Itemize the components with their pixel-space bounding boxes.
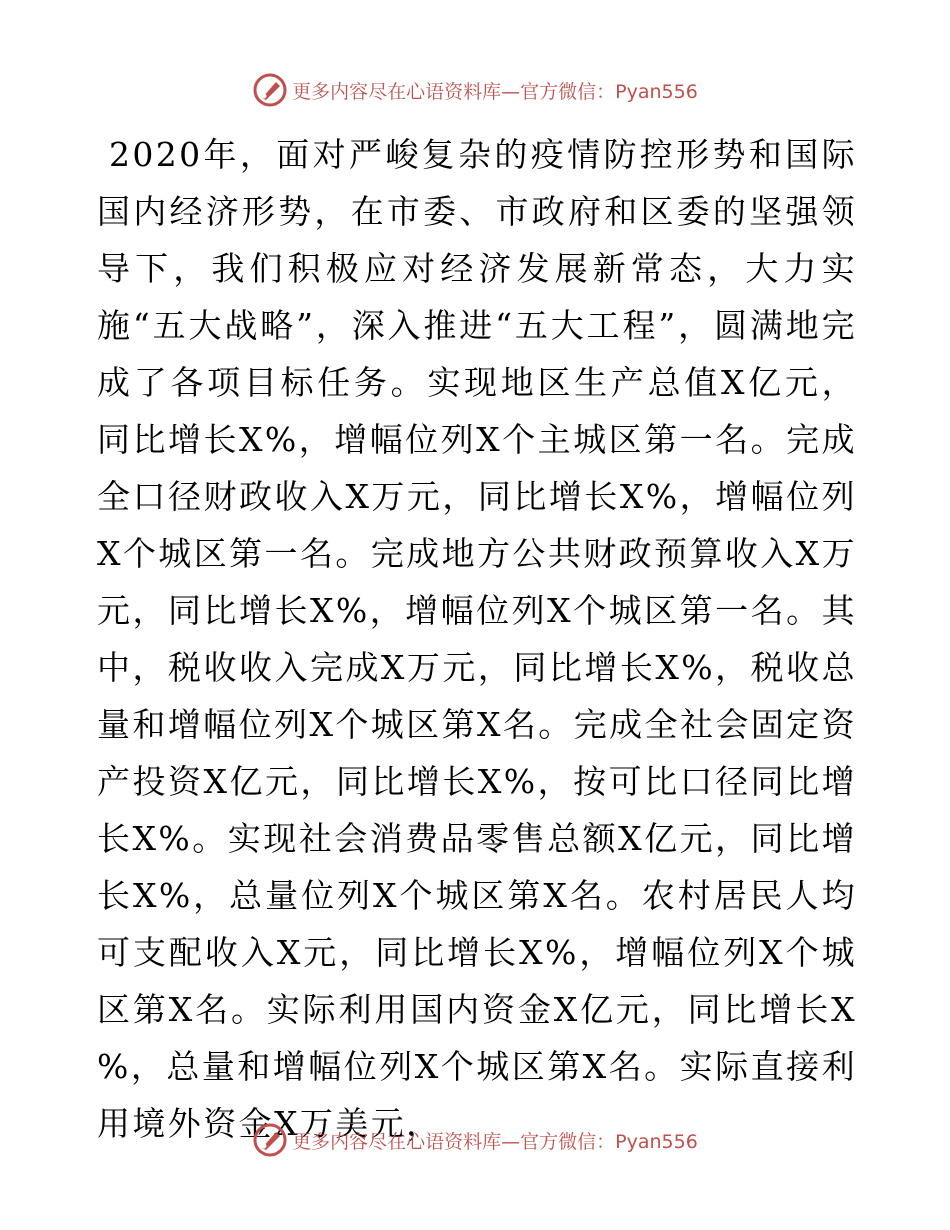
- watermark-text: 更多内容尽在心语资料库—官方微信：Pyan556: [292, 80, 698, 103]
- document-paragraph: 2020年，面对严峻复杂的疫情防控形势和国际国内经济形势，在市委、市政府和区委的坚强领导下，我们积极应对经济发展新常态，大力实施“五大战略”，深入推进“五大工程”，圆满地完成了各项目标任务。实现地区生产总值X亿元，同比增长X%，增幅位列X个主城区第一名。完成全口径财政收入X万元，同比增长X%，增幅位列X个城区第一名。完成地方公共财政预算收入X万元，同比增长X%，增幅位列X个城区第一名。其中，税收收入完成X万元，同比增长X%，税收总量和增幅位列X个城区第X名。完成全社会固定资产投资X亿元，同比增长X%，按可比口径同比增长X%。实现社会消费品零售总额X亿元，同比增长X%，总量位列X个城区第X名。农村居民人均可支配收入X元，同比增长X%，增幅位列X个城区第X名。实际利用国内资金X亿元，同比增长X %，总量和增幅位列X个城区第X名。实际直接利用境外资金X万美元，: [97, 135, 857, 1143]
- watermark-text: 更多内容尽在心语资料库—官方微信：Pyan556: [292, 1130, 698, 1153]
- footer-watermark: [0, 1120, 950, 1160]
- pen-logo-icon: [252, 1122, 288, 1158]
- pen-logo-icon: [252, 72, 288, 108]
- header-watermark: [0, 70, 950, 110]
